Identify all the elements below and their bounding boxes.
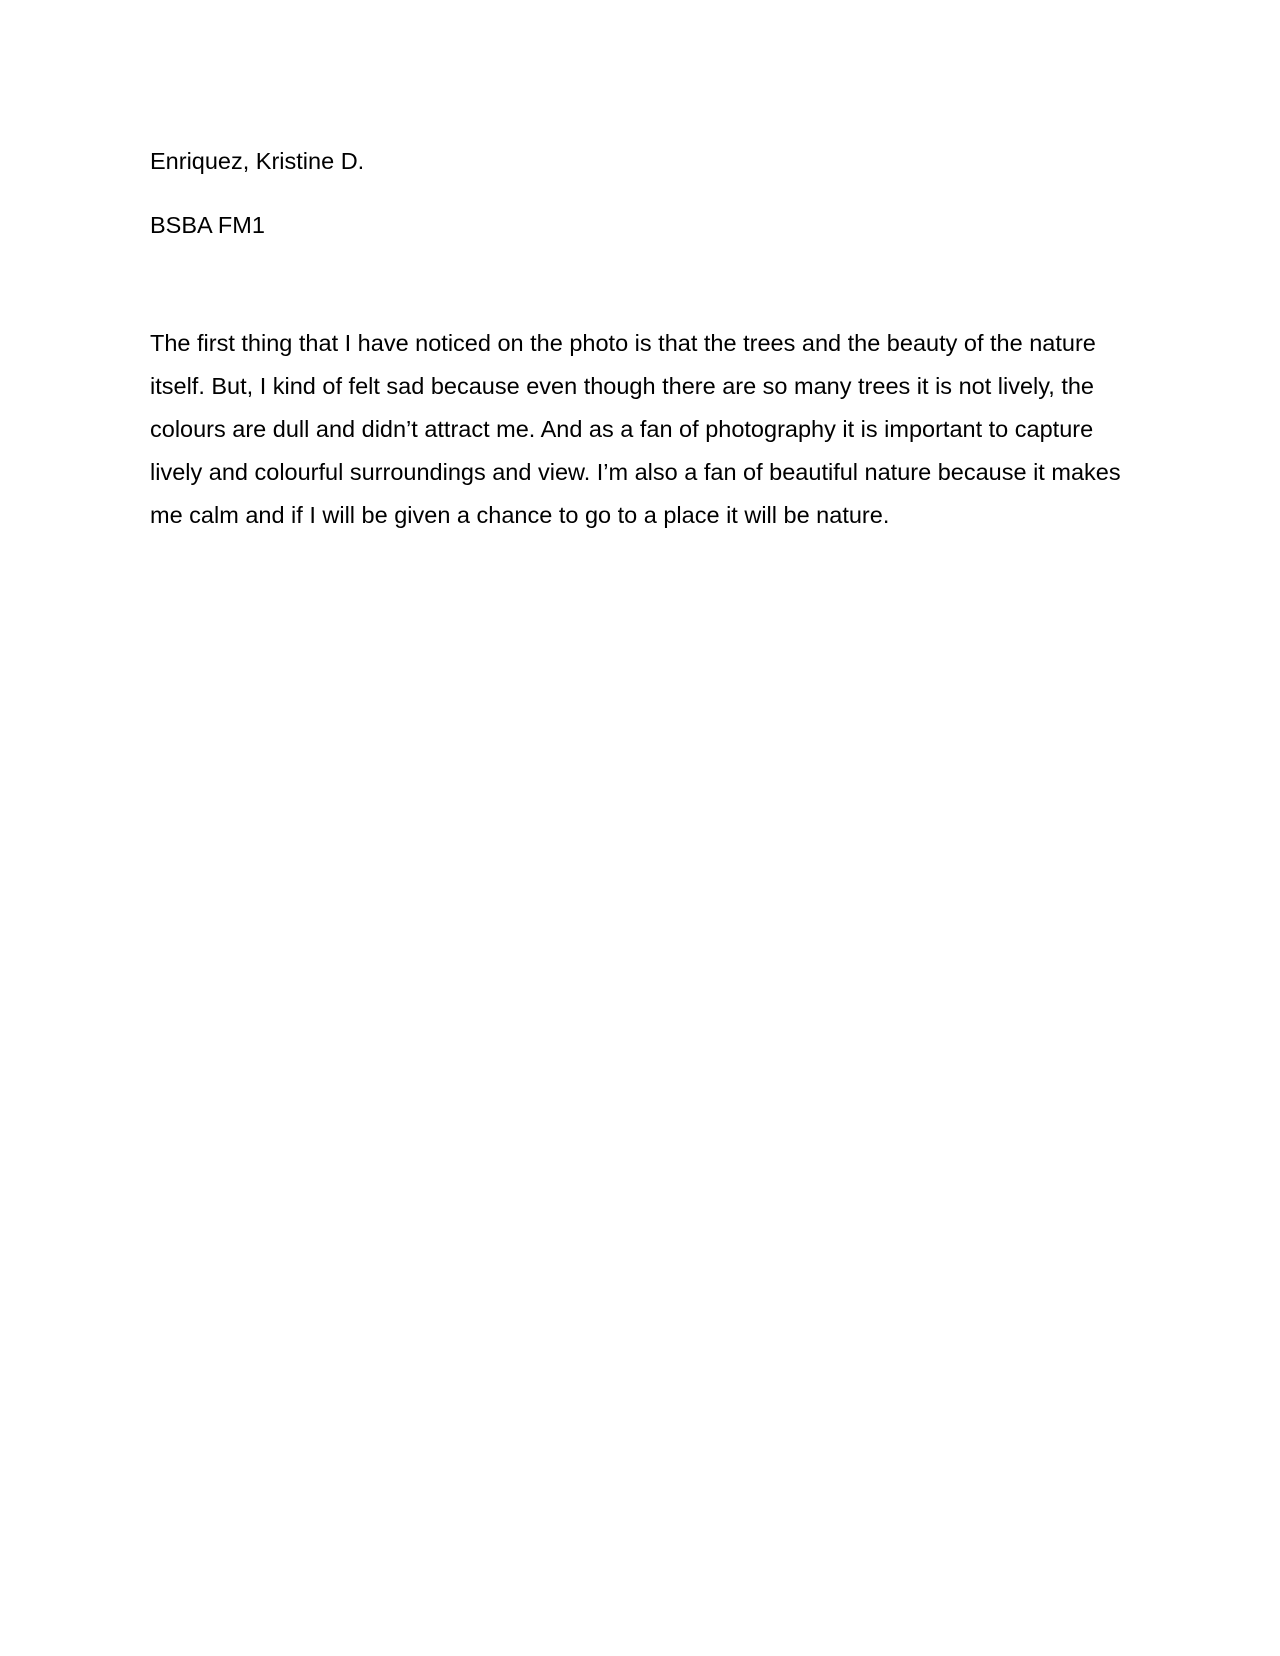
body-paragraph: The first thing that I have noticed on the photo is that the trees and the beauty of the nature itself. But, I kind of felt sad because even though there are so many trees it is not lively, the colours are dull and didn’t attract me. And as a fan of photography it is important to capture lively and colourful surroundings and view. I’m also a fan of beautiful nature because it makes me calm and if I will be given a chance to go to a place it will be nature.: [150, 330, 1121, 528]
document-content: [150, 146, 1140, 537]
course-label: BSBA FM1: [150, 212, 265, 238]
author-name: Enriquez, Kristine D.: [150, 148, 365, 174]
